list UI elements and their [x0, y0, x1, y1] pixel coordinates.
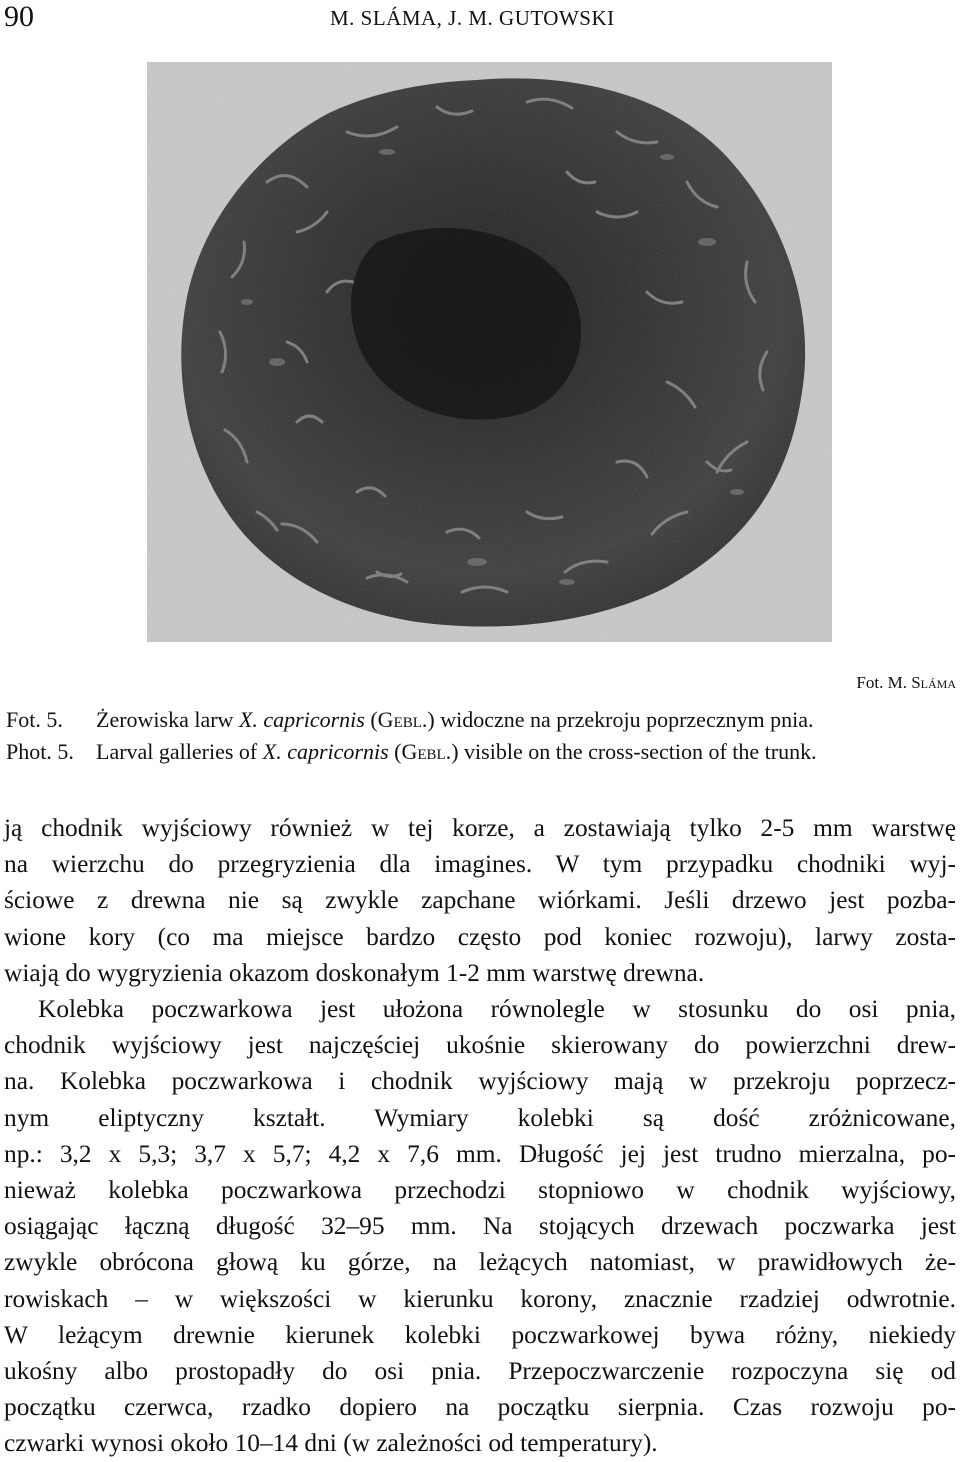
species-name: X. capricornis: [238, 707, 365, 732]
text-line: na wierzchu do przegryzienia dla imagines. W tym przypadku chodniki wyj-: [4, 850, 956, 879]
text-line: osiągając łączną długość 32–95 mm. Na stojących drzewach poczwarka jest: [4, 1212, 956, 1241]
text-line: na. Kolebka poczwarkowa i chodnik wyjściowy mają w przekroju poprzecz-: [4, 1067, 956, 1096]
text-line: czwarki wynosi około 10–14 dni (w zależności od temperatury).: [4, 1429, 658, 1458]
text-line: Kolebka poczwarkowa jest ułożona równolegle w stosunku do osi pnia,: [38, 995, 956, 1024]
caption-english: Phot. 5. Larval galleries of X. capricornis (Gebl.) visible on the cross-section of the trunk.: [6, 736, 954, 768]
trunk-cross-section-photo: [147, 62, 832, 642]
text-line: ją chodnik wyjściowy również w tej korze, a zostawiają tylko 2-5 mm warstwę: [4, 814, 956, 842]
text-line: początku czerwca, rzadko dopiero na początku sierpnia. Czas rozwoju po-: [4, 1393, 956, 1422]
text-line: wiają do wygryzienia okazom doskonałym 1-2 mm warstwę drewna.: [4, 958, 705, 987]
photo-credit: Fot. M. Sláma: [856, 673, 956, 692]
running-head: M. SLÁMA, J. M. GUTOWSKI: [330, 6, 615, 30]
text-line: np.: 3,2 x 5,3; 3,7 x 5,7; 4,2 x 7,6 mm. Długość jej jest trudno mierzalna, po-: [4, 1139, 956, 1168]
caption-label-english: Phot. 5.: [6, 739, 74, 764]
caption-polish: Fot. 5. Żerowiska larw X. capricornis (Gebl.) widoczne na przekroju poprzecznym pnia.: [6, 704, 954, 736]
text-line: zwykle obrócona głową ku górze, na leżących natomiast, w prawidłowych że-: [4, 1248, 956, 1277]
text-line: ściowe z drewna nie są zwykle zapchane wiórkami. Jeśli drzewo jest pozba-: [4, 886, 956, 915]
text-line: W leżącym drewnie kierunek kolebki poczwarkowej bywa różny, niekiedy: [4, 1320, 956, 1349]
text-line: chodnik wyjściowy jest najczęściej ukośnie skierowany do powierzchni drew-: [4, 1031, 956, 1060]
text-line: ukośny albo prostopadły do osi pnia. Przepoczwarczenie rozpoczyna się od: [4, 1357, 956, 1386]
body-text: [4, 810, 956, 1462]
figure-caption: [6, 704, 954, 768]
figure-photo-trunk-cross-section: [147, 62, 832, 642]
page-header: [4, 0, 954, 40]
caption-label-polish: Fot. 5.: [6, 707, 63, 732]
text-line: rowiskach – w większości w kierunku korony, znacznie rzadziej odwrotnie.: [4, 1284, 956, 1313]
page-number: 90: [4, 0, 34, 33]
text-line: nym eliptyczny kształt. Wymiary kolebki są dość zróżnicowane,: [4, 1103, 956, 1132]
text-line: nieważ kolebka poczwarkowa przechodzi stopniowo w chodnik wyjściowy,: [4, 1176, 956, 1205]
text-line: wione kory (co ma miejsce bardzo często pod koniec rozwoju), larwy zosta-: [4, 922, 956, 951]
species-name: X. capricornis: [262, 739, 389, 764]
